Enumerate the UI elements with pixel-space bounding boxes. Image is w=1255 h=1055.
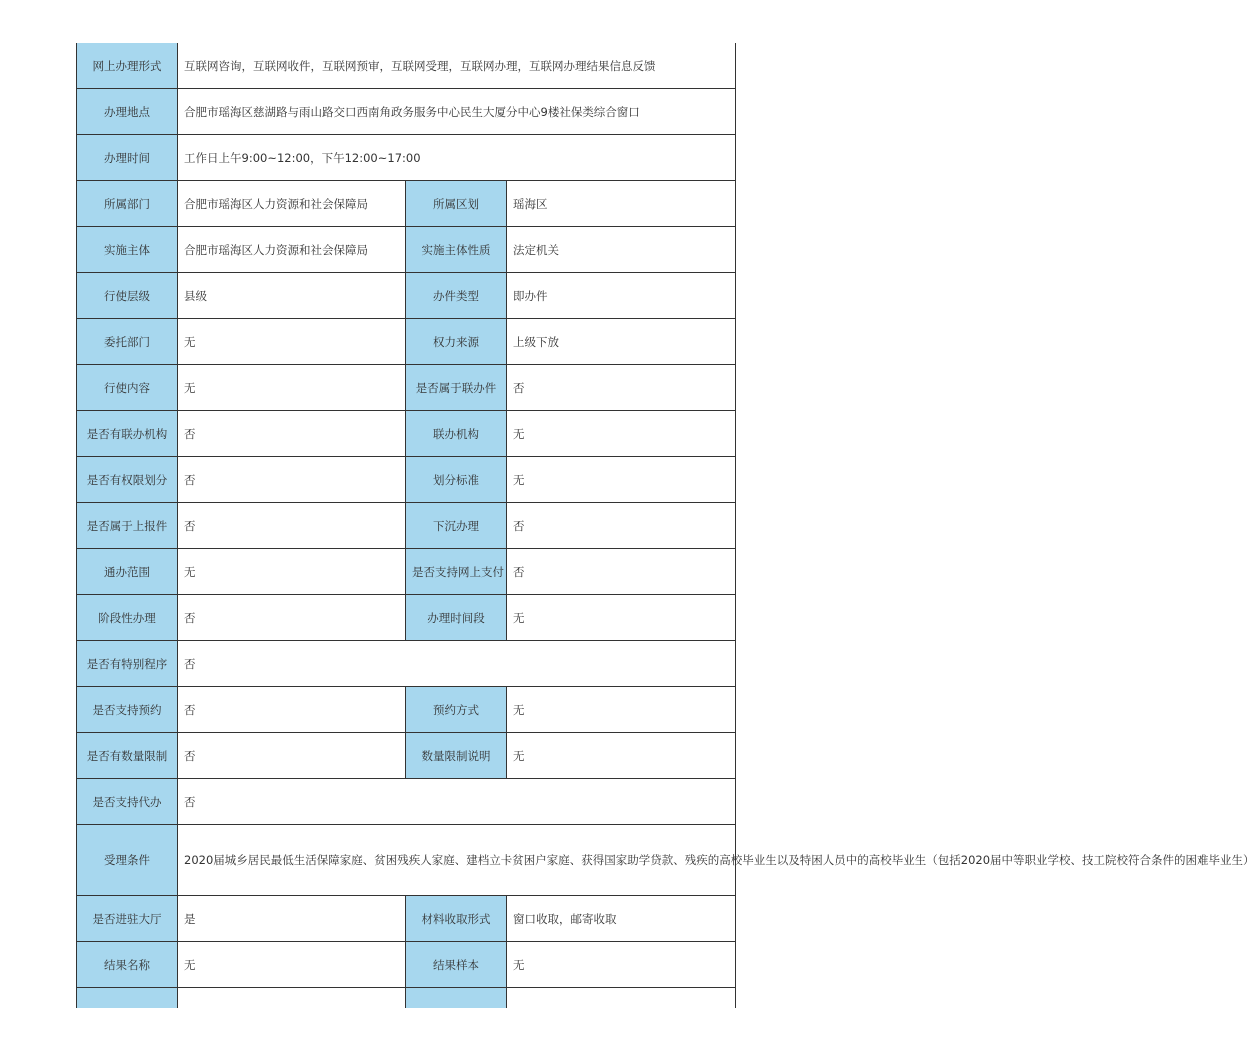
label-content: 行使内容 xyxy=(77,365,178,411)
row-department xyxy=(77,181,736,227)
value-report: 否 xyxy=(178,503,406,549)
value-has-division: 否 xyxy=(178,457,406,503)
row-phased xyxy=(77,595,736,641)
label-online-payment: 是否支持网上支付 xyxy=(406,549,507,595)
value-joint-case: 否 xyxy=(507,365,736,411)
label-cut-off xyxy=(77,988,178,1009)
row-location xyxy=(77,89,736,135)
value2-cut-off xyxy=(507,988,736,1009)
label-subject: 实施主体 xyxy=(77,227,178,273)
row-proxy xyxy=(77,779,736,825)
row-hall xyxy=(77,896,736,942)
label-hall: 是否进驻大厅 xyxy=(77,896,178,942)
row-content xyxy=(77,365,736,411)
value-case-type: 即办件 xyxy=(507,273,736,319)
value-hours: 工作日上午9:00~12:00，下午12:00~17:00 xyxy=(178,135,736,181)
row-entrusted xyxy=(77,319,736,365)
row-scope xyxy=(77,549,736,595)
value-division-standard: 无 xyxy=(507,457,736,503)
value-reservation-method: 无 xyxy=(507,687,736,733)
value-time-period: 无 xyxy=(507,595,736,641)
row-quantity xyxy=(77,733,736,779)
label-reservation-method: 预约方式 xyxy=(406,687,507,733)
value-sink-handling: 否 xyxy=(507,503,736,549)
row-joint-org xyxy=(77,411,736,457)
label-joint-org: 联办机构 xyxy=(406,411,507,457)
value-region: 瑶海区 xyxy=(507,181,736,227)
label-online-forms: 网上办理形式 xyxy=(77,43,178,89)
value-reservation: 否 xyxy=(178,687,406,733)
label-proxy: 是否支持代办 xyxy=(77,779,178,825)
value-online-forms: 互联网咨询，互联网收件，互联网预审，互联网受理，互联网办理，互联网办理结果信息反馈 xyxy=(178,43,736,89)
label-hours: 办理时间 xyxy=(77,135,178,181)
label-has-division: 是否有权限划分 xyxy=(77,457,178,503)
value-level: 县级 xyxy=(178,273,406,319)
value-phased: 否 xyxy=(178,595,406,641)
row-reservation xyxy=(77,687,736,733)
row-subject xyxy=(77,227,736,273)
value-quantity: 否 xyxy=(178,733,406,779)
label-case-type: 办件类型 xyxy=(406,273,507,319)
label-sink-handling: 下沉办理 xyxy=(406,503,507,549)
row-hours xyxy=(77,135,736,181)
label-subject-nature: 实施主体性质 xyxy=(406,227,507,273)
value-joint-org: 无 xyxy=(507,411,736,457)
value-subject: 合肥市瑶海区人力资源和社会保障局 xyxy=(178,227,406,273)
value-quantity-desc: 无 xyxy=(507,733,736,779)
value-subject-nature: 法定机关 xyxy=(507,227,736,273)
label-division-standard: 划分标准 xyxy=(406,457,507,503)
value-proxy: 否 xyxy=(178,779,736,825)
label-reservation: 是否支持预约 xyxy=(77,687,178,733)
label-result-sample: 结果样本 xyxy=(406,942,507,988)
value-special: 否 xyxy=(178,641,736,687)
value-department: 合肥市瑶海区人力资源和社会保障局 xyxy=(178,181,406,227)
value-scope: 无 xyxy=(178,549,406,595)
value-location: 合肥市瑶海区慈湖路与雨山路交口西南角政务服务中心民生大厦分中心9楼社保类综合窗口 xyxy=(178,89,736,135)
value-online-payment: 否 xyxy=(507,549,736,595)
row-report xyxy=(77,503,736,549)
row-cut-off xyxy=(77,988,736,1009)
label-scope: 通办范围 xyxy=(77,549,178,595)
row-online-forms xyxy=(77,43,736,89)
matter-info-table xyxy=(76,43,1255,1008)
value-conditions: 2020届城乡居民最低生活保障家庭、贫困残疾人家庭、建档立卡贫困户家庭、获得国家助学贷款、残疾的高校毕业生以及特困人员中的高校毕业生（包括2020届中等职业学校、技工院校符合条件的困难毕业生） xyxy=(178,825,736,896)
label-quantity-desc: 数量限制说明 xyxy=(406,733,507,779)
value-power-source: 上级下放 xyxy=(507,319,736,365)
label-phased: 阶段性办理 xyxy=(77,595,178,641)
label-has-joint-org: 是否有联办机构 xyxy=(77,411,178,457)
label-department: 所属部门 xyxy=(77,181,178,227)
label-quantity: 是否有数量限制 xyxy=(77,733,178,779)
value-material-form: 窗口收取，邮寄收取 xyxy=(507,896,736,942)
value-result-sample: 无 xyxy=(507,942,736,988)
label-level: 行使层级 xyxy=(77,273,178,319)
label-entrusted: 委托部门 xyxy=(77,319,178,365)
value-cut-off xyxy=(178,988,406,1009)
label2-cut-off xyxy=(406,988,507,1009)
label-result-name: 结果名称 xyxy=(77,942,178,988)
row-conditions xyxy=(77,825,736,896)
row-level xyxy=(77,273,736,319)
label-time-period: 办理时间段 xyxy=(406,595,507,641)
label-region: 所属区划 xyxy=(406,181,507,227)
label-location: 办理地点 xyxy=(77,89,178,135)
row-special xyxy=(77,641,736,687)
label-joint-case: 是否属于联办件 xyxy=(406,365,507,411)
value-result-name: 无 xyxy=(178,942,406,988)
matter-info-sheet xyxy=(76,43,1255,1008)
label-special: 是否有特别程序 xyxy=(77,641,178,687)
label-conditions: 受理条件 xyxy=(77,825,178,896)
label-power-source: 权力来源 xyxy=(406,319,507,365)
value-entrusted: 无 xyxy=(178,319,406,365)
row-division xyxy=(77,457,736,503)
value-has-joint-org: 否 xyxy=(178,411,406,457)
row-result xyxy=(77,942,736,988)
value-content: 无 xyxy=(178,365,406,411)
value-hall: 是 xyxy=(178,896,406,942)
label-report: 是否属于上报件 xyxy=(77,503,178,549)
label-material-form: 材料收取形式 xyxy=(406,896,507,942)
